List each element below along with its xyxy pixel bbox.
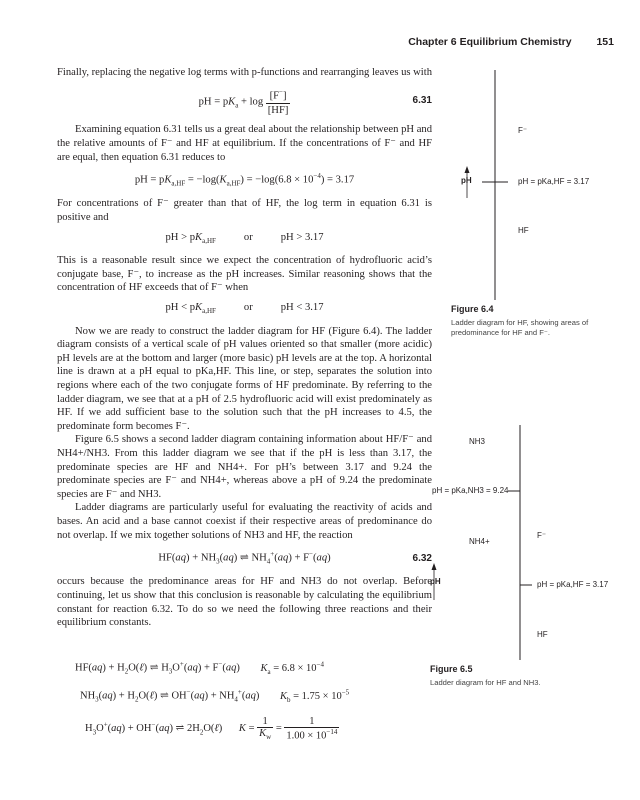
reaction-kw: $H_3O^+(aq) + OH^-(aq)$ ⇌ $2H_2O(\ell) K$ = $\frac{1}{K_w}$ = $\frac{1}{1.00 \times 10^{-14}}$ (85, 716, 338, 742)
paragraph-2: Examining equation 6.31 tells us a great deal about the relationship between pH and the relative amounts of F⁻ and HF at equilibrium. If the concentrations of F⁻ and HF are equal, then equation 6.31 reduces to (57, 124, 432, 163)
paragraph-3: For concentrations of F⁻ greater than that of HF, the log term in equation 6.31 is positive and (57, 198, 432, 223)
fig64-title: Figure 6.4 (451, 304, 494, 314)
fig65-left-top: NH3 (469, 437, 486, 446)
inequality-greater: pH > $pK_{a,HF}$ or pH > 3.17 (165, 231, 324, 245)
paragraph-4: This is a reasonable result since we expect the concentration of hydrofluoric acid’s conjugate base, F⁻, to increase as the pH increases. Similar reasoning shows that the concentration of HF exceeds that of F⁻ when (57, 255, 432, 294)
fig65-axis-label: pH (430, 577, 441, 586)
fig64-axis-label: pH (461, 176, 472, 185)
running-header (408, 36, 614, 48)
fig64-caption: Ladder diagram for HF, showing areas of predominance for HF and F⁻. (451, 318, 589, 337)
equation-number: 6.31 (412, 95, 432, 107)
paragraph-6: Figure 6.5 shows a second ladder diagram containing information about HF/F⁻ and NH4+/NH3. From this ladder diagram we see that if the pH is less than 3.17, the predominate species are HF and NH4+. For pH’s between 3.17 and 9.24 the predominate species are F⁻ and NH4+, whereas above a pH of 9.24 the predominate species are F⁻ and NH3. (57, 434, 432, 500)
paragraph-8: occurs because the predominance areas for HF and NH3 do not overlap. Before continuing, let us show that this conclusion is reasonable by calculating the equilibrium constant for reaction 6.32. To do so we need the following three reactions and their equilibrium constants. (57, 576, 432, 629)
paragraph-1: Finally, replacing the negative log terms with p-functions and rearranging leaves us with (57, 67, 432, 78)
fig64-top-species: F⁻ (518, 126, 528, 135)
equation-6-31: pH = $pK_a + \log$ $\frac{[F^-]}{[HF]}$ 6.31 (198, 87, 432, 116)
fig65-left-bottom: NH4+ (469, 537, 490, 546)
ph-arrow-head (432, 563, 437, 570)
fig65-right-pka: pH = pKa,HF = 3.17 (537, 580, 609, 589)
equation-pka-hf: pH = $pK_{a,HF} = -\log(K_{a,HF}) = -\log(6.8 \times 10^{-4}) = 3.17$ (134, 172, 355, 188)
paragraph-7: Ladder diagrams are particularly useful for evaluating the reactivity of acids and bases. An acid and a base cannot coexist if their respective areas of predominance do not overlap. If we mix together solutions of NH3 and HF, the reaction (57, 502, 432, 541)
fig65-right-top: F⁻ (537, 531, 547, 540)
page-number: 151 (596, 36, 614, 48)
fig64-bottom-species: HF (518, 226, 529, 235)
reaction-kb: $NH_3(aq)$ + $H_2O(\ell)$ ⇌ $OH^-(aq) + NH_4^+(aq) K_b = 1.75 \times 10^{-5}$ (80, 688, 350, 704)
paragraph-5: Now we are ready to construct the ladder diagram for HF (Figure 6.4). The ladder diagram consists of a vertical scale of pH values oriented so that smaller (more acidic) pH levels are at the bottom and larger (more basic) pH levels are at the top. A horizontal line is drawn at a pH equal to pKa,HF. This line, or step, separates the solution into regions where each of the two conjugate forms of HF predominate. By referring to the ladder diagram, we see that at a pH of 2.5 hydrofluoric acid will exist predominately as HF. If we add sufficient base to the solution such that the pH increases to 4.5, the predominate form becomes F⁻. (57, 325, 432, 432)
fig64-pka-label: pH = pKa,HF = 3.17 (518, 177, 590, 186)
inequality-less: pH < $pK_{a,HF}$ or pH < 3.17 (165, 302, 324, 316)
reaction-ka: $HF(aq) + H_2O(\ell)$ ⇌ $H_3O^+(aq) + F^-(aq) K_a = 6.8 \times 10^{-4}$ (75, 660, 324, 676)
equation-6-32: $HF(aq) + NH_3(aq)$ ⇌ $NH_4^+(aq) + F^-(aq)$ 6.32 (158, 550, 432, 566)
fig65-title: Figure 6.5 (430, 664, 473, 674)
equation-number: 6.32 (412, 553, 432, 565)
fig65-left-pka: pH = pKa,NH3 = 9.24 (432, 486, 509, 495)
chapter-title: Chapter 6 Equilibrium Chemistry (408, 36, 572, 48)
ph-arrow-head (465, 166, 470, 173)
ladder-diagram-hf-nh3 (420, 420, 640, 660)
fig65-right-bottom: HF (537, 630, 548, 639)
main-column (57, 66, 432, 630)
fig65-caption: Ladder diagram for HF and NH3. (430, 678, 541, 687)
